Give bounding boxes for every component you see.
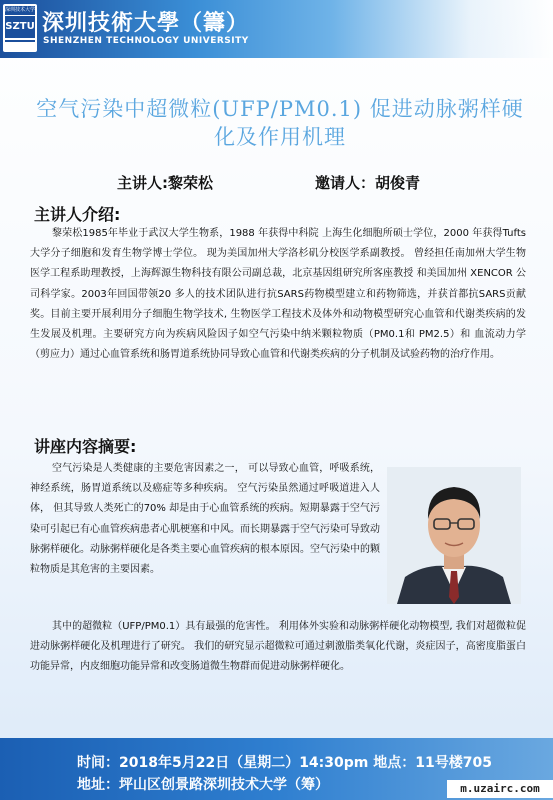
event-time-location: 时间：2018年5月22日（星期二）14:30pm 地点：11号楼705	[77, 755, 492, 771]
abstract-paragraph-1: 空气污染是人类健康的主要危害因素之一， 可以导致心血管，呼吸系统，神经系统，肠胃道系统以及癌症等多种疾病。 空气污染虽然通过呼吸道进入人体， 但其导致人类死亡的70% 却是由于心血管系统的疾病。短期暴露于空气污染可引起已有心血管疾病患者心肌梗塞和中风。而长期暴露于空气污染可导致动脉粥样硬化。动脉粥样硬化是各类主要心血管疾病的根本原因。空气污染中的颗粒物质是其危害的主要因素。	[30, 463, 380, 576]
bio-heading: 主讲人介绍:	[34, 205, 121, 224]
logo-mark: SZTU	[5, 16, 35, 38]
speaker-row	[0, 172, 553, 196]
abstract-paragraph-2: 其中的超微粒（UFP/PM0.1）具有最强的危害性。 利用体外实验和动脉粥样硬化动物模型, 我们对超微粒促进动脉粥样硬化及机理进行了研究。 我们的研究显示超微粒可通过刺激脂类氧化代谢，炎症因子，高密度脂蛋白功能异常，内皮细胞功能异常和改变肠道微生物群而促进动脉粥样硬化。	[30, 621, 526, 673]
speaker-portrait-icon	[387, 467, 521, 604]
logo-rule	[5, 40, 35, 49]
header-bar	[0, 0, 553, 58]
university-name-cn: 深圳技術大學（籌）	[42, 10, 250, 36]
watermark: m.uzairc.com	[447, 780, 553, 798]
bio-text: 黎荣松1985年毕业于武汉大学生物系，1988 年获得中科院 上海生化细胞所硕士学位，2000 年获得Tufts 大学分子细胞和发育生物学博士学位。 现为美国加州大学洛杉矶分校医学系副教授。 曾经担任南加州大学生物医学工程系助理教授，上海辉源生物科技有限公司副总裁，北京基因组研究所客座教授 和美国加州 XENCOR 公司科学家。2003年回国带领20 多人的技术团队进行抗SARS药物模型建立和药物筛选，并获首都抗SARS贡献奖。目前主要开展利用分子细胞生物学技术, 生物医学工程技术及体外和动物模型研究心血管和代谢类疾病的发生发展及机理。主要研究方向为疾病风险因子如空气污染中纳米颗粒物质（PM0.1和 PM2.5）和 血流动力学（剪应力）通过心血管系统和肠胃道系统协同导致心血管和代谢类疾病的分子机制及试验药物的治疗作用。	[30, 228, 526, 361]
university-name-en: SHENZHEN TECHNOLOGY UNIVERSITY	[43, 36, 249, 46]
university-logo	[3, 4, 37, 52]
talk-title: 空气污染中超微粒(UFP/PM0.1) 促进动脉粥样硬化及作用机理	[36, 97, 524, 149]
inviter-name: 邀请人：胡俊青	[315, 174, 421, 192]
abstract-heading: 讲座内容摘要:	[34, 437, 137, 456]
event-address: 地址：坪山区创景路深圳技术大学（筹）	[77, 777, 329, 793]
footer-bar	[0, 738, 553, 800]
speaker-photo	[387, 467, 521, 604]
logo-caption: 深圳技术大学	[5, 7, 35, 13]
speaker-name: 主讲人:黎荣松	[117, 174, 213, 192]
